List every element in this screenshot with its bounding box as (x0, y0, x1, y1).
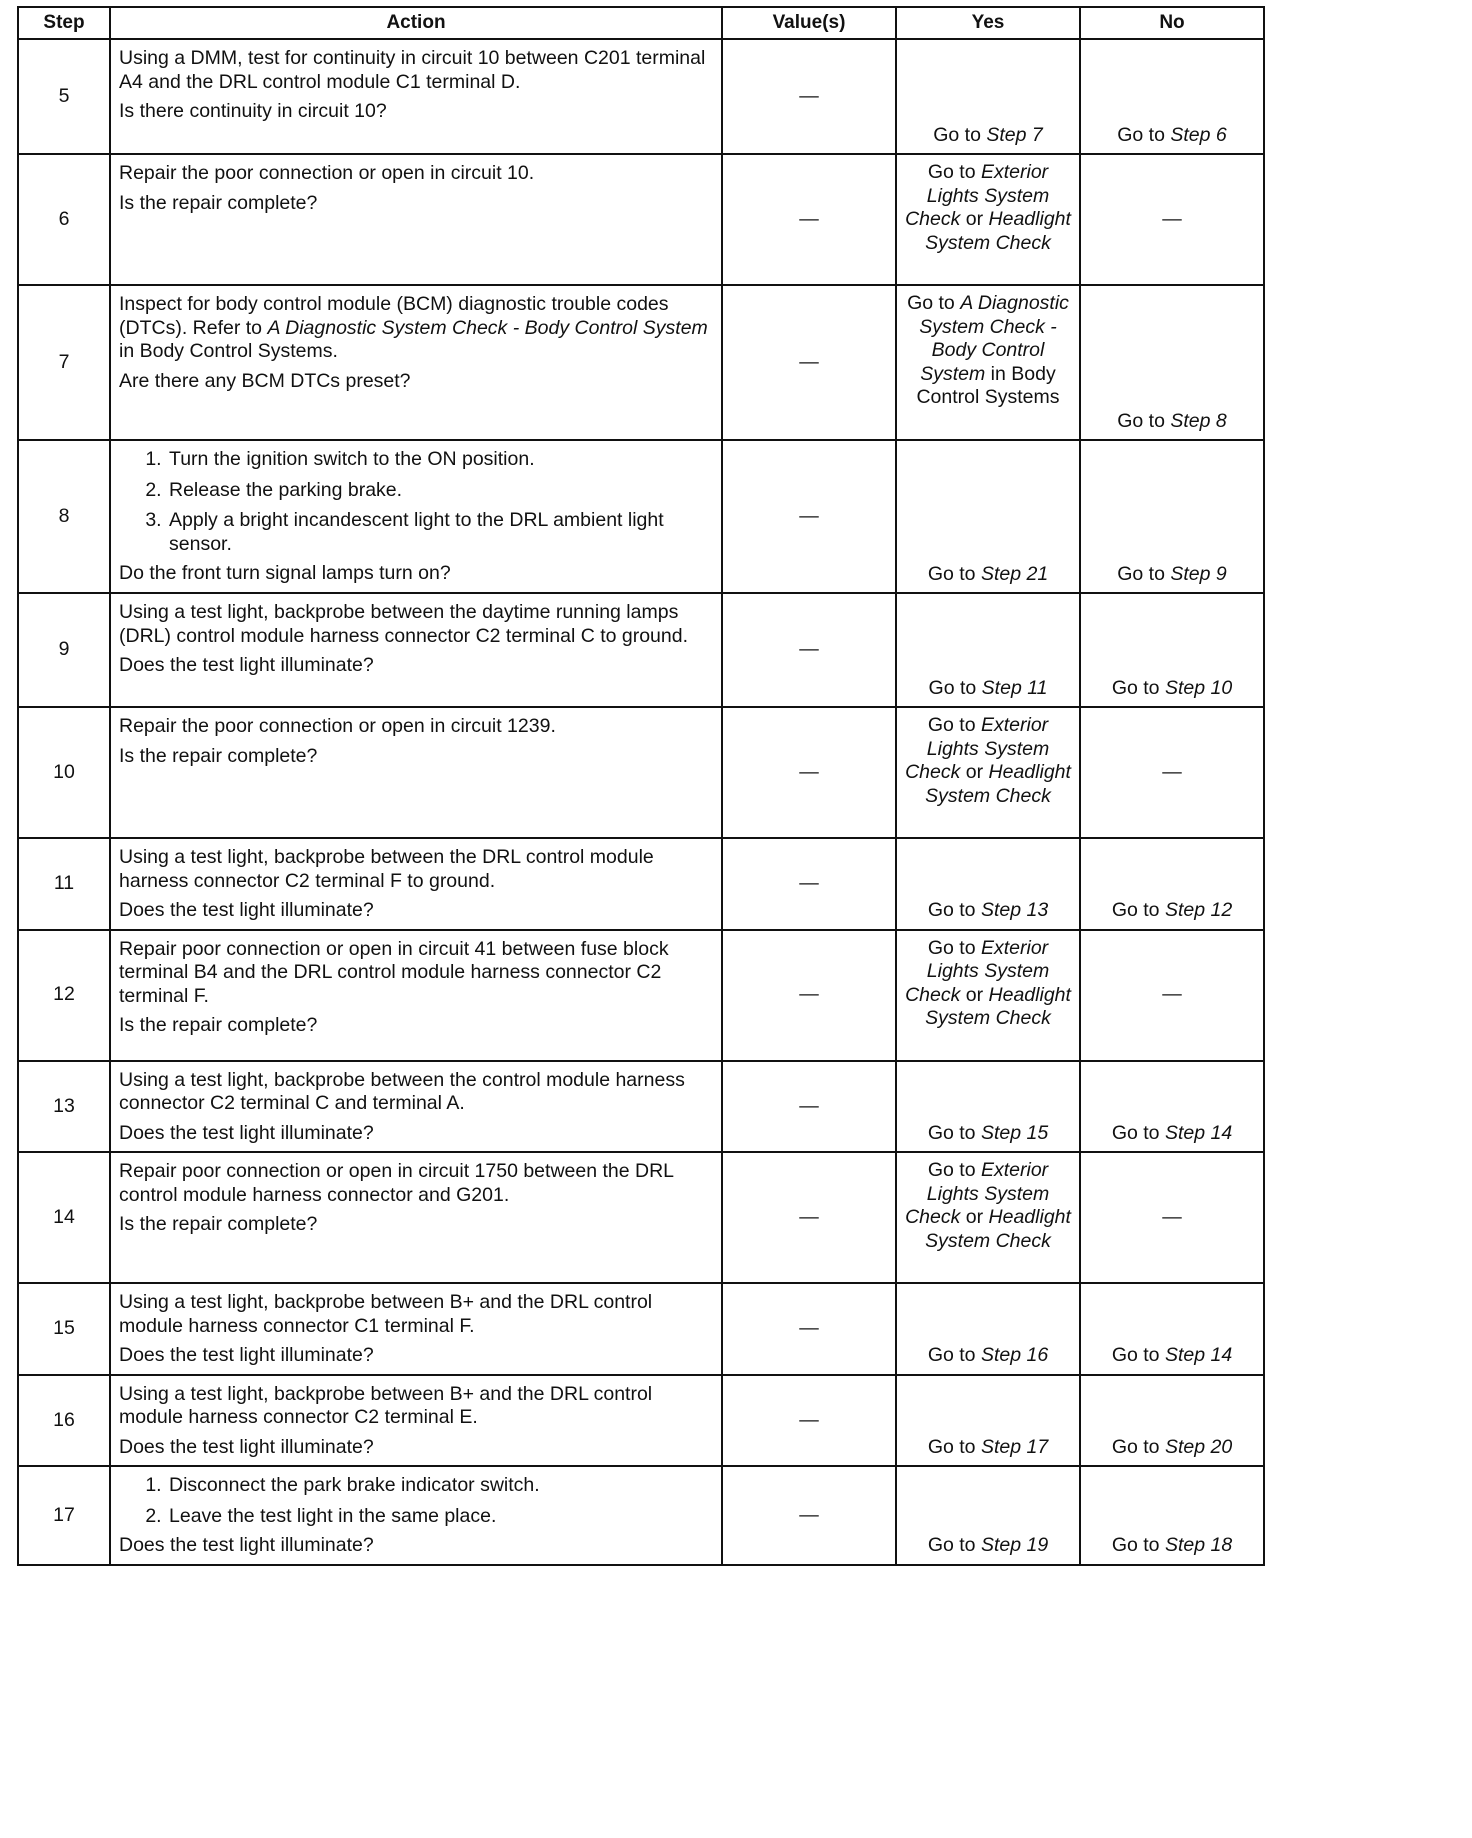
no-step-link[interactable]: Step 14 (1164, 1344, 1233, 1366)
step-number: 8 (18, 440, 110, 593)
yes-cell (896, 930, 1080, 1061)
yes-cell (896, 1152, 1080, 1283)
action-question: Does the test light illuminate? (119, 1534, 374, 1556)
yes-step-link[interactable]: Step 13 (980, 899, 1049, 921)
value-cell: — (722, 1152, 896, 1283)
yes-cell (896, 1061, 1080, 1153)
step-number: 17 (18, 1466, 110, 1565)
action-text: Repair poor connection or open in circuit 1750 between the DRL control module harness connector and G201. (119, 1160, 674, 1206)
value-cell: — (722, 440, 896, 593)
action-steps-list (119, 448, 713, 556)
list-item: 1. Disconnect the park brake indicator switch. (167, 1474, 713, 1498)
action-text: Repair the poor connection or open in circuit 1239. (119, 715, 556, 737)
action-text: Using a DMM, test for continuity in circuit 10 between C201 terminal A4 and the DRL control module C1 terminal D. (119, 47, 706, 93)
action-cell (110, 838, 722, 930)
action-cell (110, 930, 722, 1061)
no-step-link[interactable]: Step 6 (1170, 123, 1227, 146)
value-cell: — (722, 838, 896, 930)
no-prefix: Go to (1111, 1534, 1165, 1556)
no-cell (1080, 440, 1264, 593)
no-cell (1080, 1283, 1264, 1375)
value-cell: — (722, 930, 896, 1061)
table-body (18, 39, 1264, 1565)
step-number: 9 (18, 593, 110, 707)
action-text: Repair poor connection or open in circuit 41 between fuse block terminal B4 and the DRL control module harness connector C2 terminal F. (119, 937, 669, 1007)
table-row (18, 838, 1264, 930)
action-text (119, 293, 713, 364)
no-cell (1080, 1466, 1264, 1565)
action-cell (110, 440, 722, 593)
no-prefix: Go to (1117, 409, 1171, 432)
step-number: 6 (18, 154, 110, 285)
value-cell: — (722, 1283, 896, 1375)
yes-cell (896, 285, 1080, 440)
yes-cell (896, 154, 1080, 285)
step-number: 12 (18, 930, 110, 1061)
step-number: 5 (18, 39, 110, 154)
list-item: 1. Turn the ignition switch to the ON position. (167, 448, 713, 472)
action-cell (110, 593, 722, 707)
yes-step-link[interactable]: Step 21 (980, 562, 1049, 585)
list-item: 3. Apply a bright incandescent light to the DRL ambient light sensor. (167, 509, 713, 556)
yes-link-headlight[interactable]: Headlight System Check (925, 761, 1071, 807)
no-cell: — (1080, 930, 1264, 1061)
no-step-link[interactable]: Step 8 (1170, 409, 1227, 432)
table-row (18, 39, 1264, 154)
no-cell: — (1080, 154, 1264, 285)
table-row (18, 707, 1264, 838)
action-question: Is the repair complete? (119, 1213, 318, 1235)
table-row (18, 1152, 1264, 1283)
action-cell (110, 1466, 722, 1565)
no-step-link[interactable]: Step 14 (1164, 1121, 1233, 1144)
table-row (18, 1283, 1264, 1375)
step-number: 16 (18, 1375, 110, 1467)
step-number: 13 (18, 1061, 110, 1153)
action-text: Using a test light, backprobe between B+ and the DRL control module harness connector C1 terminal F. (119, 1291, 653, 1337)
action-cell (110, 154, 722, 285)
action-cell (110, 285, 722, 440)
action-cell (110, 1152, 722, 1283)
step-number: 14 (18, 1152, 110, 1283)
header-yes: Yes (896, 7, 1080, 39)
yes-cell (896, 593, 1080, 707)
step-number: 7 (18, 285, 110, 440)
action-question: Are there any BCM DTCs preset? (119, 369, 411, 392)
table-row (18, 440, 1264, 593)
no-step-link[interactable]: Step 18 (1164, 1534, 1233, 1556)
value-cell: — (722, 707, 896, 838)
no-cell (1080, 39, 1264, 154)
table-row (18, 1061, 1264, 1153)
table-row (18, 593, 1264, 707)
no-cell (1080, 593, 1264, 707)
action-cell (110, 707, 722, 838)
table-row (18, 154, 1264, 285)
action-question: Does the test light illuminate? (119, 1344, 374, 1366)
action-question: Is the repair complete? (119, 744, 318, 767)
header-step: Step (18, 7, 110, 39)
yes-step-link[interactable]: Step 15 (980, 1121, 1049, 1144)
action-cell (110, 1375, 722, 1467)
step-number: 15 (18, 1283, 110, 1375)
yes-suffix: in Body Control Systems (916, 362, 1060, 408)
yes-prefix: Go to (927, 1435, 981, 1458)
yes-link-headlight[interactable]: Headlight System Check (925, 208, 1071, 254)
yes-prefix: Go to (927, 714, 981, 736)
no-prefix: Go to (1111, 1435, 1165, 1458)
action-text: Using a test light, backprobe between the daytime running lamps (DRL) control module harness connector C2 terminal C to ground. (119, 601, 689, 647)
no-cell: — (1080, 707, 1264, 838)
no-step-link[interactable]: Step 12 (1164, 899, 1233, 921)
yes-or: or (960, 761, 989, 783)
yes-cell (896, 1283, 1080, 1375)
no-prefix: Go to (1117, 562, 1171, 585)
yes-link-exterior-lights[interactable]: Exterior Lights System Check (905, 161, 1050, 230)
yes-or: or (960, 208, 989, 230)
action-question: Is the repair complete? (119, 1014, 318, 1036)
yes-cell (896, 39, 1080, 154)
yes-or: or (960, 983, 989, 1006)
yes-prefix: Go to (927, 1121, 981, 1144)
step-number: 10 (18, 707, 110, 838)
action-question: Is there continuity in circuit 10? (119, 100, 387, 122)
value-cell: — (722, 593, 896, 707)
yes-prefix: Go to (927, 899, 981, 921)
action-question: Does the test light illuminate? (119, 654, 374, 676)
yes-link-exterior-lights[interactable]: Exterior Lights System Check (905, 714, 1050, 783)
yes-cell (896, 1375, 1080, 1467)
yes-prefix: Go to (927, 1534, 981, 1556)
action-text: Using a test light, backprobe between the control module harness connector C2 terminal C and terminal A. (119, 1068, 685, 1114)
diagnostic-table (17, 6, 1265, 1566)
header-action: Action (110, 7, 722, 39)
action-cell (110, 1283, 722, 1375)
value-cell: — (722, 154, 896, 285)
list-item: 2. Release the parking brake. (167, 479, 713, 503)
yes-cell (896, 1466, 1080, 1565)
yes-prefix: Go to (927, 1344, 981, 1366)
action-question: Does the test light illuminate? (119, 1121, 374, 1144)
yes-prefix: Go to (927, 1159, 981, 1181)
step-number: 11 (18, 838, 110, 930)
yes-step-link[interactable]: Step 7 (986, 123, 1043, 146)
action-question: Does the test light illuminate? (119, 1435, 374, 1458)
no-cell: — (1080, 1152, 1264, 1283)
action-text-part: in Body Control Systems. (119, 340, 338, 362)
yes-prefix: Go to (928, 676, 982, 699)
no-step-link[interactable]: Step 9 (1170, 562, 1227, 585)
yes-cell (896, 440, 1080, 593)
yes-or: or (960, 1206, 989, 1228)
yes-step-link[interactable]: Step 16 (980, 1344, 1049, 1366)
no-prefix: Go to (1111, 899, 1165, 921)
value-cell: — (722, 1061, 896, 1153)
yes-prefix: Go to (933, 123, 987, 146)
yes-link-headlight[interactable]: Headlight System Check (925, 1206, 1071, 1252)
yes-cell (896, 707, 1080, 838)
table-row (18, 1466, 1264, 1565)
yes-step-link[interactable]: Step 11 (981, 676, 1048, 699)
action-link[interactable]: A Diagnostic System Check - Body Control System (267, 316, 708, 339)
no-step-link[interactable]: Step 10 (1164, 676, 1233, 699)
no-prefix: Go to (1111, 1344, 1165, 1366)
value-cell: — (722, 285, 896, 440)
yes-step-link[interactable]: Step 17 (980, 1435, 1049, 1458)
action-question: Is the repair complete? (119, 191, 318, 214)
no-cell (1080, 285, 1264, 440)
list-item: 2. Leave the test light in the same place. (167, 1505, 713, 1529)
yes-step-link[interactable]: Step 19 (980, 1534, 1049, 1556)
action-question: Does the test light illuminate? (119, 899, 374, 921)
value-cell: — (722, 1375, 896, 1467)
no-cell (1080, 838, 1264, 930)
value-cell: — (722, 39, 896, 154)
no-step-link[interactable]: Step 20 (1164, 1435, 1233, 1458)
action-text: Using a test light, backprobe between B+ and the DRL control module harness connector C2 terminal E. (119, 1382, 653, 1428)
no-prefix: Go to (1117, 123, 1171, 146)
yes-link-exterior-lights[interactable]: Exterior Lights System Check (905, 936, 1050, 1006)
yes-cell (896, 838, 1080, 930)
no-prefix: Go to (1111, 676, 1165, 699)
value-cell: — (722, 1466, 896, 1565)
no-prefix: Go to (1111, 1121, 1165, 1144)
action-question: Do the front turn signal lamps turn on? (119, 562, 451, 584)
yes-link-exterior-lights[interactable]: Exterior Lights System Check (905, 1159, 1050, 1228)
header-row (18, 7, 1264, 39)
header-no: No (1080, 7, 1264, 39)
no-cell (1080, 1375, 1264, 1467)
table-row (18, 930, 1264, 1061)
table-row (18, 285, 1264, 440)
header-values: Value(s) (722, 7, 896, 39)
no-cell (1080, 1061, 1264, 1153)
action-text: Repair the poor connection or open in circuit 10. (119, 162, 535, 184)
yes-link-headlight[interactable]: Headlight System Check (925, 983, 1071, 1029)
yes-link-diagnostic-check[interactable]: A Diagnostic System Check - Body Control System (919, 292, 1069, 385)
table-row (18, 1375, 1264, 1467)
action-cell (110, 1061, 722, 1153)
action-text-part: Inspect for body control module (BCM) diagnostic trouble codes (DTCs). Refer to (119, 293, 669, 339)
yes-prefix: Go to (927, 161, 981, 183)
action-cell (110, 39, 722, 154)
yes-prefix: Go to (927, 562, 981, 585)
action-steps-list (119, 1474, 713, 1528)
yes-prefix: Go to (907, 292, 961, 314)
yes-prefix: Go to (927, 936, 981, 959)
action-text: Using a test light, backprobe between the DRL control module harness connector C2 terminal F to ground. (119, 846, 654, 892)
